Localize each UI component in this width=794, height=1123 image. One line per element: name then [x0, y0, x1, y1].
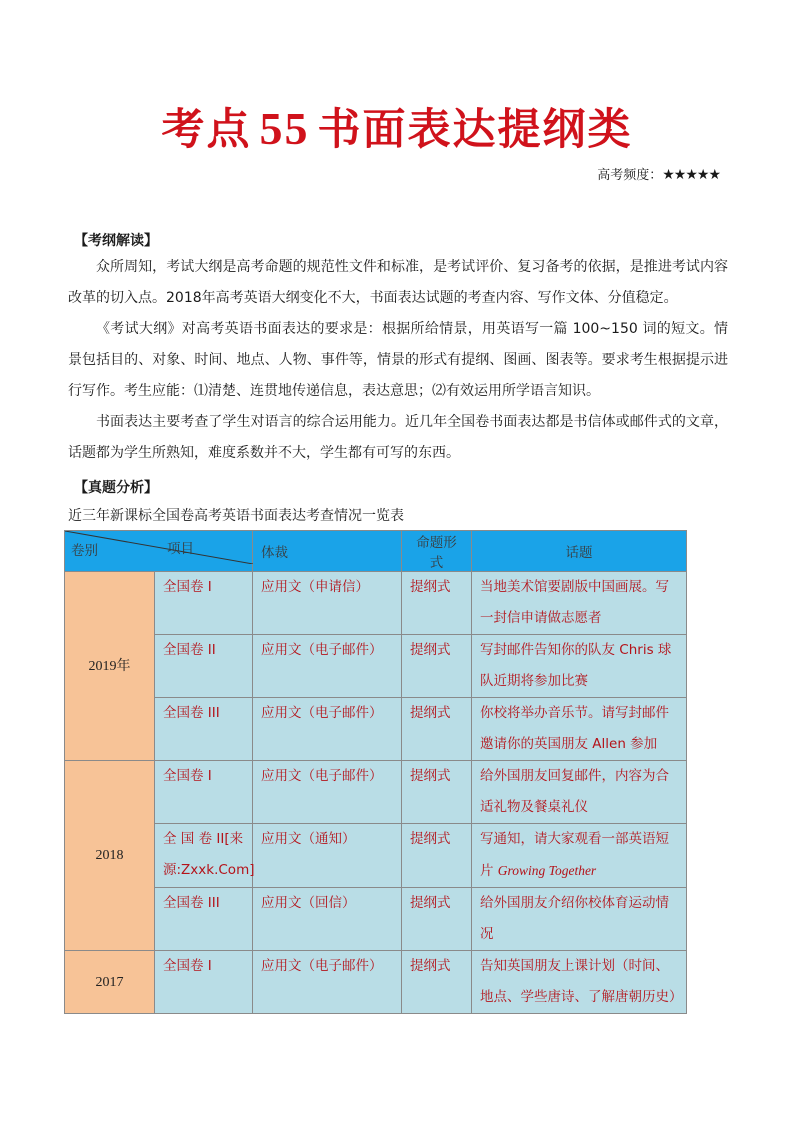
topic-cell — [472, 824, 687, 888]
title-prefix: 考点 — [161, 105, 252, 155]
year-cell: 2017 — [65, 951, 155, 1014]
paper-cell: 全国卷 I — [155, 761, 253, 824]
paper-cell: 全国卷 II — [155, 635, 253, 698]
star-rating-icon: ★★★★★ — [662, 167, 720, 183]
form-cell: 提纲式 — [402, 761, 472, 824]
header-item: 项目 — [167, 541, 194, 557]
frequency-label: 高考频度： — [597, 168, 663, 183]
exam-table — [64, 530, 687, 1014]
topic-cell: 给外国朋友介绍你校体育运动情况 — [472, 888, 687, 951]
form-cell: 提纲式 — [402, 951, 472, 1014]
form-cell: 提纲式 — [402, 572, 472, 635]
header-form: 命题形式 — [402, 531, 472, 572]
paragraph: 书面表达主要考查了学生对语言的综合运用能力。近几年全国卷书面表达都是书信体或邮件式的文章，话题都为学生所熟知，难度系数并不大，学生都有可写的东西。 — [68, 414, 728, 461]
topic-cell: 当地美术馆要剧版中国画展。写一封信申请做志愿者 — [472, 572, 687, 635]
table-row — [65, 572, 687, 635]
table-row — [65, 635, 687, 698]
page-title — [0, 96, 794, 157]
topic-cell: 你校将举办音乐节。请写封邮件邀请你的英国朋友 Allen 参加 — [472, 698, 687, 761]
paper-cell: 全国卷 III — [155, 698, 253, 761]
table-row — [65, 888, 687, 951]
topic-cell: 给外国朋友回复邮件，内容为合适礼物及餐桌礼仪 — [472, 761, 687, 824]
form-cell: 提纲式 — [402, 635, 472, 698]
form-cell: 提纲式 — [402, 698, 472, 761]
paper-cell: 全 国 卷 II[来源:Zxxk.Com] — [155, 824, 253, 888]
table-header-row — [65, 531, 687, 572]
table-row — [65, 951, 687, 1014]
paper-cell: 全国卷 I — [155, 572, 253, 635]
topic-cell: 告知英国朋友上课计划（时间、地点、学些唐诗、了解唐朝历史） — [472, 951, 687, 1014]
table-row — [65, 761, 687, 824]
genre-cell: 应用文（通知） — [253, 824, 402, 888]
genre-cell: 应用文（申请信） — [253, 572, 402, 635]
paper-cell: 全国卷 I — [155, 951, 253, 1014]
paragraph: 《考试大纲》对高考英语书面表达的要求是：根据所给情景，用英语写一篇 100~150 词的短文。情景包括目的、对象、时间、地点、人物、事件等，情景的形式有提纲、图画、图表等。要求考生根据提示进行写作。考生应能：⑴清楚、连贯地传递信息，表达意思；⑵有效运用所学语言知识。 — [68, 321, 728, 399]
header-genre: 体裁 — [253, 531, 402, 572]
paper-cell: 全国卷 III — [155, 888, 253, 951]
genre-cell: 应用文（电子邮件） — [253, 635, 402, 698]
genre-cell: 应用文（电子邮件） — [253, 761, 402, 824]
section-heading-analysis: 【真题分析】 — [74, 480, 158, 496]
table-row — [65, 698, 687, 761]
table-row — [65, 824, 687, 888]
topic-text: 写通知，请大家观看一部英语短片 — [480, 831, 669, 879]
header-topic: 话题 — [472, 531, 687, 572]
form-cell: 提纲式 — [402, 824, 472, 888]
paragraph: 众所周知，考试大纲是高考命题的规范性文件和标准，是考试评价、复习备考的依据，是推进考试内容改革的切入点。2018年高考英语大纲变化不大，书面表达试题的考查内容、写作文体、分值稳定。 — [68, 259, 728, 306]
year-cell: 2018 — [65, 761, 155, 951]
genre-cell: 应用文（电子邮件） — [253, 698, 402, 761]
genre-cell: 应用文（回信） — [253, 888, 402, 951]
section-heading-syllabus: 【考纲解读】 — [74, 233, 158, 249]
title-text: 书面表达提纲类 — [317, 105, 633, 155]
year-cell: 2019年 — [65, 572, 155, 761]
genre-cell: 应用文（电子邮件） — [253, 951, 402, 1014]
topic-cell: 写封邮件告知你的队友 Chris 球队近期将参加比赛 — [472, 635, 687, 698]
header-diagonal-cell — [65, 531, 253, 572]
title-number: 55 — [259, 103, 310, 154]
table-caption: 近三年新课标全国卷高考英语书面表达考查情况一览表 — [68, 508, 404, 524]
film-title: Growing Together — [497, 863, 597, 878]
header-year: 卷别 — [71, 543, 98, 559]
frequency-rating — [597, 164, 720, 183]
form-cell: 提纲式 — [402, 888, 472, 951]
